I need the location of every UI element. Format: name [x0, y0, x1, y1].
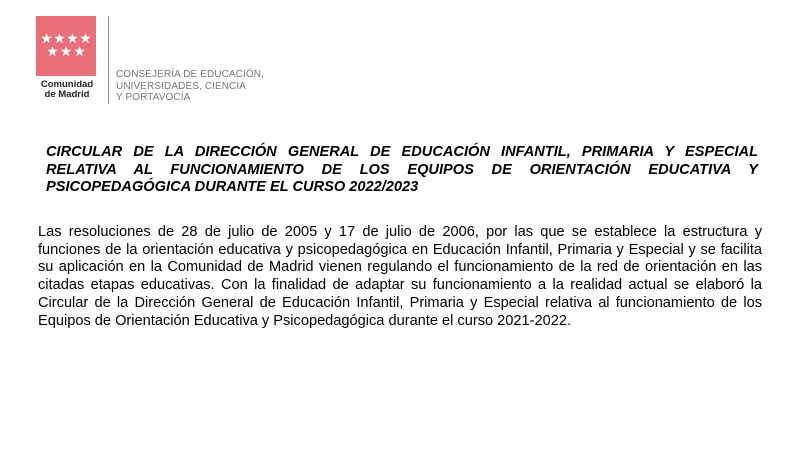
seven-stars-icon [41, 33, 93, 59]
header-divider [108, 16, 109, 104]
document-title: CIRCULAR DE LA DIRECCIÓN GENERAL DE EDUCACIÓN INFANTIL, PRIMARIA Y ESPECIAL RELATIVA AL FUNCIONAMIENTO DE LOS EQUIPOS DE ORIENTACIÓN EDUCATIVA Y PSICOPEDAGÓGICA DURANTE EL CURSO 2022/2023 [46, 144, 758, 195]
logo-wordmark [36, 80, 98, 100]
department-line-1: CONSEJERÍA DE EDUCACIÓN, [116, 69, 264, 80]
logo-line-2: de Madrid [44, 89, 90, 100]
department-line-3: Y PORTAVOCÍA [116, 92, 191, 103]
department-line-2: UNIVERSIDADES, CIENCIA [116, 80, 247, 92]
logo-line-1: Comunidad [40, 79, 94, 90]
department-name [116, 69, 264, 104]
comunidad-madrid-logo [36, 16, 96, 76]
document-paragraph: Las resoluciones de 28 de julio de 2005 y 17 de julio de 2006, por las que se establece la estructura y funciones de la orientación educativa y psicopedagógica en Educación Infantil, Primaria y Especial y se facilita su aplicación en la Comunidad de Madrid vienen regulando el funcionamiento de la red de orientación en las citadas etapas educativas. Con la finalidad de adaptar su funcionamiento a la realidad actual se elaboró la Circular de la Dirección General de Educación Infantil, Primaria y Especial relativa al funcionamiento de los Equipos de Orientación Educativa y Psicopedagógica durante el curso 2021-2022. [38, 224, 762, 329]
